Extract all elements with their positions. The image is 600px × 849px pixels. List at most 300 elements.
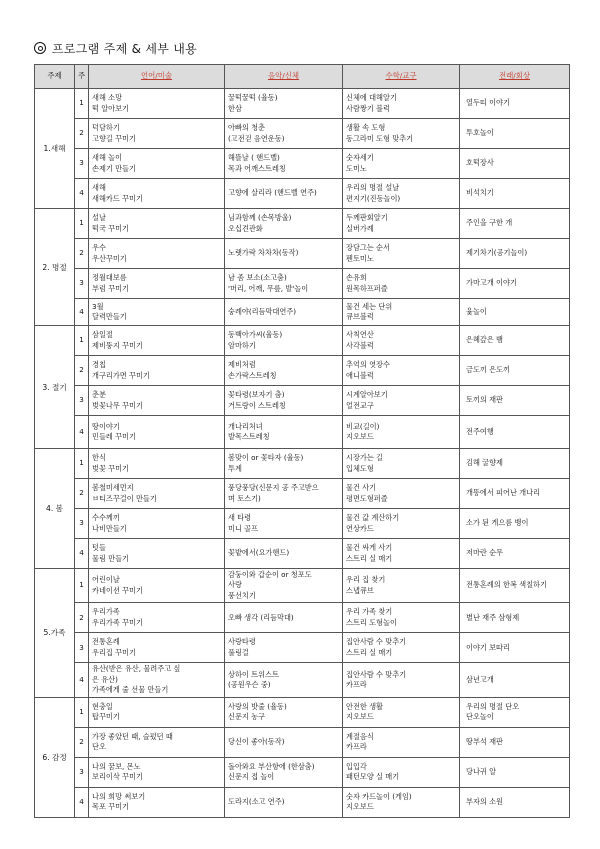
cell-text: 현충일 (92, 701, 113, 711)
cell-text: 사칙연산 (346, 330, 374, 340)
trad-cell (460, 416, 570, 449)
cell-text: 장담그는 순서 (346, 243, 390, 253)
table-row (35, 633, 570, 663)
cell-text: 호떡장사 (466, 158, 494, 168)
math-cell (343, 663, 460, 697)
cell-text: 물건 값 계산하기 (346, 513, 400, 523)
music-cell (225, 239, 343, 269)
table-row (35, 569, 570, 603)
table-row (35, 209, 570, 239)
table-row (35, 326, 570, 356)
trad-cell (460, 633, 570, 663)
cell-text: 큐브블럭 (346, 312, 374, 321)
lang-cell (89, 269, 225, 299)
trad-cell (460, 386, 570, 416)
cell-text: 소가 된 게으름 뱅이 (466, 518, 529, 528)
header-week: 주 (75, 65, 89, 89)
cell-text: 경칩 (92, 360, 106, 370)
trad-cell (460, 149, 570, 179)
cell-text: 가장 좋았던 때, 슬펐던 때 (92, 731, 173, 741)
cell-text: 지오보드 (346, 432, 374, 441)
week-cell: 2 (75, 239, 89, 269)
lang-cell (89, 179, 225, 209)
cell-text: 전통혼례 (92, 637, 120, 647)
cell-text: 떡국 꾸미기 (92, 223, 130, 233)
table-row (35, 386, 570, 416)
cell-text: 새해 (92, 183, 106, 193)
cell-text: 우리집 꾸미기 (92, 647, 136, 657)
cell-text: 설날 (92, 213, 106, 223)
cell-text: 꽃밭에서(요가핸드) (228, 548, 290, 558)
cell-text: 어린이날 (92, 575, 120, 585)
cell-text: 전통혼례의 한복 색칠하기 (466, 580, 547, 590)
cell-text: 신문지 접 놀이 (228, 772, 275, 782)
cell-text: 시계알아보기 (346, 390, 388, 400)
lang-cell (89, 386, 225, 416)
week-cell: 3 (75, 757, 89, 787)
cell-text: 연상카드 (346, 523, 374, 533)
lang-cell (89, 757, 225, 787)
cell-text: 카프라 (346, 742, 367, 752)
cell-text: 벚꽃 꾸미기 (92, 463, 130, 473)
cell-text: 패턴모양 실 매기 (346, 772, 400, 782)
week-cell: 3 (75, 509, 89, 539)
cell-text: 물건 싸게 사기 (346, 543, 393, 553)
table-row (35, 299, 570, 326)
header-music-body: 음악/신체 (225, 65, 343, 89)
cell-text: 달력만들기 (92, 312, 127, 321)
music-cell (225, 663, 343, 697)
table-row (35, 119, 570, 149)
lang-cell (89, 697, 225, 727)
week-cell: 4 (75, 179, 89, 209)
cell-text: 발목스트레칭 (228, 432, 270, 441)
week-cell: 2 (75, 356, 89, 386)
table-row (35, 89, 570, 119)
cell-text: 개나리처녀 (228, 421, 263, 431)
music-cell (225, 569, 343, 603)
week-cell: 3 (75, 386, 89, 416)
trad-cell (460, 209, 570, 239)
cell-text: 목과 어깨스트레칭 (228, 163, 286, 173)
week-cell: 4 (75, 416, 89, 449)
lang-cell (89, 356, 225, 386)
cell-text: '머리, 어깨, 무릎, 발'놀이 (228, 283, 309, 293)
week-cell: 2 (75, 479, 89, 509)
math-cell (343, 697, 460, 727)
week-cell: 4 (75, 663, 89, 697)
section-title (34, 40, 197, 57)
table-row (35, 239, 570, 269)
week-cell: 2 (75, 603, 89, 633)
math-cell (343, 603, 460, 633)
header-row (35, 65, 570, 89)
lang-cell (89, 239, 225, 269)
math-cell (343, 569, 460, 603)
cell-text: 비석치기 (466, 188, 494, 198)
cell-text: 꽃타령(보자기 춤) (228, 390, 285, 400)
music-cell (225, 179, 343, 209)
trad-cell (460, 269, 570, 299)
table-row (35, 663, 570, 697)
cell-text: 스냅큐브 (346, 585, 374, 595)
cell-text: 카네이션 꾸미기 (92, 585, 143, 595)
cell-text: 저마란 순무 (466, 548, 504, 558)
music-cell (225, 356, 343, 386)
lang-cell (89, 603, 225, 633)
theme-cell: 1.새해 (35, 89, 75, 209)
cell-text: 물건 사기 (346, 483, 377, 493)
cell-text: 한삼 (228, 103, 242, 113)
cell-text: 새해 놀이 (92, 153, 123, 163)
week-cell: 2 (75, 119, 89, 149)
cell-text: 펜토미노 (346, 253, 374, 263)
cell-text: 계절음식 (346, 731, 374, 741)
music-cell (225, 326, 343, 356)
cell-text: 며 토스기) (228, 493, 261, 503)
trad-cell (460, 179, 570, 209)
math-cell (343, 787, 460, 817)
cell-text: 얼전교구 (346, 400, 374, 410)
cell-text: 애니블럭 (346, 370, 374, 380)
cell-text: 부자의 소원 (466, 796, 504, 806)
cell-text: 남 좀 보소(소고춤) (228, 273, 287, 283)
cell-text: 새해 소망 (92, 93, 123, 103)
cell-text: 미니 골프 (228, 523, 259, 533)
music-cell (225, 727, 343, 757)
cell-text: 지오보드 (346, 802, 374, 812)
header-lang-art: 언어/미술 (89, 65, 225, 89)
program-table (34, 64, 570, 818)
cell-text: 개구리가면 꾸미기 (92, 370, 150, 380)
trad-cell (460, 119, 570, 149)
cell-text: 거트랑이 스트레칭 (228, 400, 286, 410)
cell-text: 우수 (92, 243, 106, 253)
cell-text: 가족에게 줄 선물 만들기 (92, 685, 169, 695)
week-cell: 3 (75, 269, 89, 299)
lang-cell (89, 209, 225, 239)
lang-cell (89, 89, 225, 119)
lang-cell (89, 149, 225, 179)
table-row (35, 269, 570, 299)
music-cell (225, 539, 343, 569)
cell-text: 우리의 명절 설날 (346, 183, 400, 193)
cell-text: 삼년고개 (466, 674, 494, 684)
cell-text: 안전한 생활 (346, 701, 384, 711)
music-cell (225, 269, 343, 299)
cell-text: 물림 만들기 (92, 553, 130, 563)
cell-text: 풍선치기 (228, 590, 256, 600)
cell-text: 당나귀 알 (466, 766, 497, 776)
math-cell (343, 149, 460, 179)
cell-text: 오십견관화 (228, 223, 263, 233)
cell-text: ㅂ티즈꾸걸이 만들기 (92, 493, 157, 503)
lang-cell (89, 119, 225, 149)
cell-text: 추억의 엿장수 (346, 360, 390, 370)
week-cell: 4 (75, 539, 89, 569)
week-cell: 1 (75, 326, 89, 356)
math-cell (343, 119, 460, 149)
lang-cell (89, 509, 225, 539)
table-row (35, 179, 570, 209)
math-cell (343, 539, 460, 569)
table-row (35, 757, 570, 787)
lang-cell (89, 479, 225, 509)
lang-cell (89, 633, 225, 663)
math-cell (343, 299, 460, 326)
math-cell (343, 356, 460, 386)
cell-text: 제비뚱지 꾸미기 (92, 340, 143, 350)
theme-cell: 2. 명절 (35, 209, 75, 326)
table-row (35, 416, 570, 449)
cell-text: 고향길 꾸미기 (92, 133, 136, 143)
trad-cell (460, 299, 570, 326)
cell-text: 평면도형퍼즐 (346, 493, 388, 503)
math-cell (343, 386, 460, 416)
math-cell (343, 326, 460, 356)
table-row (35, 356, 570, 386)
cell-text: 집안사람 수 맞추기 (346, 669, 407, 679)
cell-text: 새해카드 꾸미기 (92, 193, 143, 203)
cell-text: 상하이 트위스트 (228, 669, 279, 679)
cell-text: 암마하기 (228, 340, 256, 350)
math-cell (343, 449, 460, 479)
header-math-tools: 수학/교구 (343, 65, 460, 89)
cell-text: 금도끼 은도끼 (466, 365, 510, 375)
cell-text: 부럼 꾸미기 (92, 283, 130, 293)
cell-text: 편지기(진동놀이) (346, 193, 401, 203)
trad-cell (460, 509, 570, 539)
cell-text: 나의 꿈보, 몬노 (92, 761, 141, 771)
music-cell (225, 89, 343, 119)
cell-text: 동그라미 도형 맞추기 (346, 133, 414, 143)
table-row (35, 697, 570, 727)
cell-text: 풀링걸 (228, 647, 249, 657)
trad-cell (460, 479, 570, 509)
trad-cell (460, 356, 570, 386)
trad-cell (460, 603, 570, 633)
cell-text: 손가락스트레칭 (228, 370, 277, 380)
math-cell (343, 727, 460, 757)
music-cell (225, 603, 343, 633)
cell-text: 정월대보름 (92, 273, 127, 283)
cell-text: 입입각 (346, 761, 367, 771)
cell-text: 집안사람 수 맞추기 (346, 637, 407, 647)
table-row (35, 509, 570, 539)
week-cell: 1 (75, 569, 89, 603)
cell-text: 스트리 실 매기 (346, 553, 393, 563)
cell-text: 손유희 (346, 273, 367, 283)
cell-text: 나비만들기 (92, 523, 127, 533)
math-cell (343, 757, 460, 787)
cell-text: 은 유산) (92, 674, 118, 684)
cell-text: 돌아와요 부산항에 (한삼춤) (228, 761, 315, 771)
lang-cell (89, 326, 225, 356)
cell-text: 땅부석 재판 (466, 736, 504, 746)
cell-text: 열두띠 이야기 (466, 98, 510, 108)
cell-text: 우리 집 찾기 (346, 575, 386, 585)
cell-text: 봄철미세먼지 (92, 483, 134, 493)
music-cell (225, 449, 343, 479)
math-cell (343, 416, 460, 449)
cell-text: 우리가족 (92, 607, 120, 617)
cell-text: 두께판회알기 (346, 213, 388, 223)
trad-cell (460, 727, 570, 757)
cell-text: 신체에 대해알기 (346, 93, 397, 103)
cell-text: 오빠 생각 (리듬막대) (228, 612, 294, 622)
theme-cell: 6. 감정 (35, 697, 75, 817)
cell-text: (공원우슨 중) (228, 679, 271, 689)
cell-text: 가마고개 이야기 (466, 278, 517, 288)
cell-text: 님과함께 (손목방울) (228, 213, 292, 223)
music-cell (225, 299, 343, 326)
cell-text: 투계 (228, 463, 242, 473)
math-cell (343, 89, 460, 119)
cell-text: 숭례야(리듬막대연주) (228, 306, 297, 316)
header-tradition-memory: 전래/회상 (460, 65, 570, 89)
cell-text: 아빠의 청춘 (228, 123, 266, 133)
cell-text: 전주여행 (466, 426, 494, 436)
trad-cell (460, 539, 570, 569)
trad-cell (460, 89, 570, 119)
cell-text: 도라지(소고 연주) (228, 796, 285, 806)
cell-text: 탑꾸미기 (92, 712, 120, 722)
header-theme: 주제 (35, 65, 75, 89)
table-row (35, 449, 570, 479)
week-cell: 1 (75, 209, 89, 239)
lang-cell (89, 569, 225, 603)
cell-text: 제비처럼 (228, 360, 256, 370)
table-row (35, 479, 570, 509)
week-cell: 3 (75, 149, 89, 179)
trad-cell (460, 449, 570, 479)
music-cell (225, 479, 343, 509)
cell-text: 실버가례 (346, 223, 374, 233)
cell-text: 김해 굴향제 (466, 458, 504, 468)
cell-text: 단오 (92, 742, 106, 752)
cell-text: 떡 알아보기 (92, 103, 130, 113)
cell-text: 지오보드 (346, 712, 374, 722)
math-cell (343, 633, 460, 663)
cell-text: 풍당풍당(신문지 공 주고받으 (228, 483, 319, 493)
cell-text: 목포 꾸미기 (92, 802, 130, 812)
cell-text: 제기차기(공기놀이) (466, 248, 528, 258)
theme-cell: 3. 절기 (35, 326, 75, 449)
cell-text: 봄맞이 or 꽃타자 (율동) (228, 453, 304, 463)
music-cell (225, 633, 343, 663)
cell-text: 이야기 보따리 (466, 642, 510, 652)
math-cell (343, 209, 460, 239)
cell-text: 민들레 꾸미기 (92, 432, 136, 441)
music-cell (225, 509, 343, 539)
music-cell (225, 386, 343, 416)
table-body (35, 89, 570, 818)
cell-text: 나의 희망 써보기 (92, 791, 146, 801)
week-cell: 4 (75, 787, 89, 817)
trad-cell (460, 663, 570, 697)
cell-text: 우산꾸미기 (92, 253, 127, 263)
cell-text: 도미노 (346, 163, 367, 173)
cell-text: 비교(길이) (346, 421, 380, 431)
cell-text: 물건 세는 단위 (346, 301, 393, 311)
lang-cell (89, 663, 225, 697)
cell-text: 꿀떡꿀떡 (율동) (228, 93, 278, 103)
cell-text: 생활 속 도형 (346, 123, 386, 133)
cell-text: 춘분 (92, 390, 106, 400)
cell-text: 덕담하기 (92, 123, 120, 133)
music-cell (225, 416, 343, 449)
trad-cell (460, 757, 570, 787)
week-cell: 3 (75, 633, 89, 663)
math-cell (343, 239, 460, 269)
cell-text: 스트리 실 매기 (346, 647, 393, 657)
music-cell (225, 787, 343, 817)
music-cell (225, 757, 343, 787)
cell-text: 땅이야기 (92, 421, 120, 431)
math-cell (343, 179, 460, 209)
cell-text: 시장가는 길 (346, 453, 384, 463)
trad-cell (460, 697, 570, 727)
cell-text: 동백아가씨(율동) (228, 330, 283, 340)
table-row (35, 603, 570, 633)
lang-cell (89, 416, 225, 449)
cell-text: 신문지 농구 (228, 712, 266, 722)
cell-text: 숫자세기 (346, 153, 374, 163)
lang-cell (89, 727, 225, 757)
cell-text: 주인을 구한 개 (466, 218, 513, 228)
cell-text: 3월 (92, 301, 104, 311)
lang-cell (89, 299, 225, 326)
music-cell (225, 697, 343, 727)
cell-text: 원목하프퍼즐 (346, 283, 388, 293)
table-row (35, 787, 570, 817)
table-row (35, 727, 570, 757)
cell-text: 사각블럭 (346, 340, 374, 350)
cell-text: 카프라 (346, 679, 367, 689)
cell-text: 수수께끼 (92, 513, 120, 523)
trad-cell (460, 787, 570, 817)
cell-text: 사랑타령 (228, 637, 256, 647)
cell-text: 사람짱기 블럭 (346, 103, 390, 113)
music-cell (225, 149, 343, 179)
week-cell: 2 (75, 727, 89, 757)
cell-text: 우리가족 꾸미기 (92, 617, 143, 627)
cell-text: 토끼의 재판 (466, 395, 504, 405)
cell-text: 윷놀이 (466, 306, 487, 316)
cell-text: 우리의 명절 단오 (466, 701, 520, 711)
week-cell: 1 (75, 697, 89, 727)
lang-cell (89, 539, 225, 569)
cell-text: 삼일절 (92, 330, 113, 340)
week-cell: 1 (75, 89, 89, 119)
cell-text: 스트리 도형놀이 (346, 617, 397, 627)
cell-text: 고향에 살리라 (핸드벨 연주) (228, 188, 317, 198)
table-row (35, 149, 570, 179)
trad-cell (460, 569, 570, 603)
cell-text: 개똥에서 피어난 개나리 (466, 488, 541, 498)
lang-cell (89, 449, 225, 479)
trad-cell (460, 326, 570, 356)
cell-text: 별난 재주 삼형제 (466, 612, 520, 622)
cell-text: 해뜰날 ( 핸드벨) (228, 153, 280, 163)
cell-text: 유산(받은 유산, 물려주고 싶 (92, 664, 181, 674)
cell-text: (고전걷 음연운동) (228, 133, 285, 143)
theme-cell: 4. 봄 (35, 449, 75, 569)
cell-text: 사랑 (228, 580, 242, 590)
math-cell (343, 269, 460, 299)
cell-text: 당신이 좋아(동작) (228, 736, 285, 746)
trad-cell (460, 239, 570, 269)
